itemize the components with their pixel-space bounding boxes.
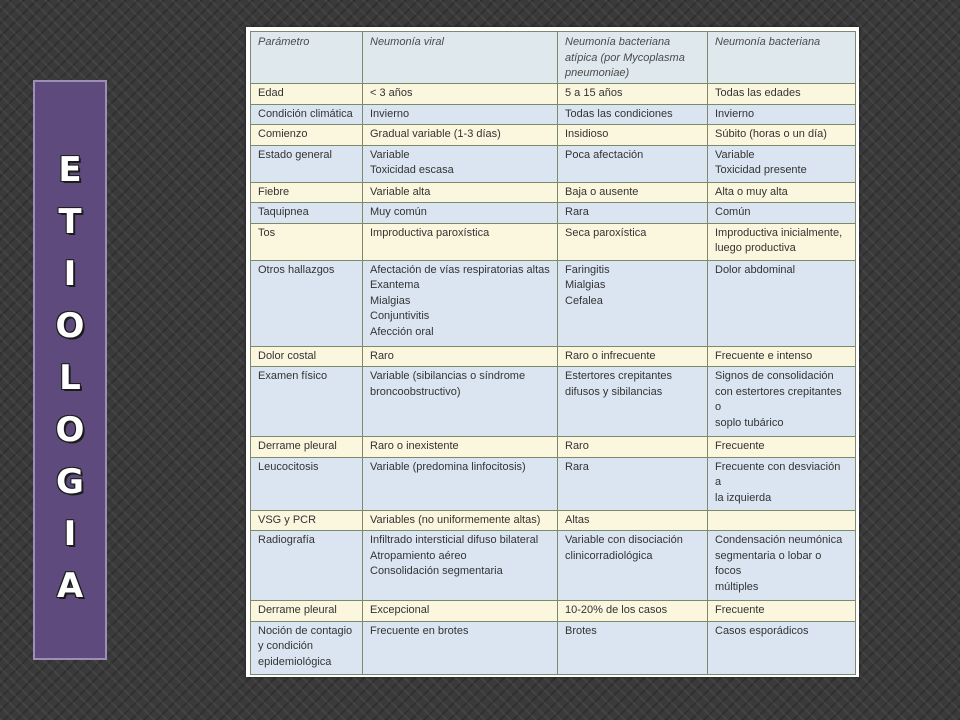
table-row: [251, 510, 856, 531]
cell-parametro: Estado general: [251, 145, 363, 182]
cell-parametro: Noción de contagio y condición epidemiológica: [251, 621, 363, 674]
cell-parametro: Derrame pleural: [251, 436, 363, 457]
cell-parametro: VSG y PCR: [251, 510, 363, 531]
cell-parametro: Comienzo: [251, 125, 363, 146]
cell-atipica: Variable con disociación clinicorradiológica: [558, 531, 708, 601]
cell-bacteriana: Frecuente e intenso: [708, 346, 856, 367]
cell-parametro: Condición climática: [251, 104, 363, 125]
cell-atipica: Insidioso: [558, 125, 708, 146]
title-letter: G: [56, 462, 84, 502]
cell-parametro: Otros hallazgos: [251, 260, 363, 346]
cell-parametro: Derrame pleural: [251, 601, 363, 622]
cell-atipica: Raro o infrecuente: [558, 346, 708, 367]
cell-viral: Excepcional: [363, 601, 558, 622]
table-row: [251, 436, 856, 457]
cell-bacteriana: Súbito (horas o un día): [708, 125, 856, 146]
cell-bacteriana: Invierno: [708, 104, 856, 125]
table-row: [251, 457, 856, 510]
comparison-table-image: [246, 27, 859, 677]
cell-bacteriana: Condensación neumónica segmentaria o lobar o focos múltiples: [708, 531, 856, 601]
table-row: [251, 125, 856, 146]
cell-bacteriana: Todas las edades: [708, 84, 856, 105]
cell-bacteriana: Alta o muy alta: [708, 182, 856, 203]
cell-viral: Invierno: [363, 104, 558, 125]
header-neumonia-bacteriana: Neumonía bacteriana: [708, 32, 856, 84]
cell-parametro: Dolor costal: [251, 346, 363, 367]
cell-bacteriana: Improductiva inicialmente, luego productiva: [708, 223, 856, 260]
cell-bacteriana: Signos de consolidación con estertores crepitantes o soplo tubárico: [708, 367, 856, 437]
cell-viral: Infiltrado intersticial difuso bilateral Atropamiento aéreo Consolidación segmentaria: [363, 531, 558, 601]
cell-parametro: Leucocitosis: [251, 457, 363, 510]
table-row: [251, 223, 856, 260]
table-row: [251, 203, 856, 224]
cell-parametro: Fiebre: [251, 182, 363, 203]
table-row: [251, 601, 856, 622]
cell-bacteriana: Frecuente con desviación a la izquierda: [708, 457, 856, 510]
cell-viral: Variable (sibilancias o síndrome broncoobstructivo): [363, 367, 558, 437]
cell-parametro: Tos: [251, 223, 363, 260]
cell-bacteriana: Frecuente: [708, 601, 856, 622]
cell-viral: Variables (no uniformemente altas): [363, 510, 558, 531]
cell-bacteriana: [708, 510, 856, 531]
cell-atipica: Rara: [558, 203, 708, 224]
cell-viral: Raro: [363, 346, 558, 367]
table-row: [251, 621, 856, 674]
cell-viral: Variable alta: [363, 182, 558, 203]
table-row: [251, 346, 856, 367]
cell-viral: Muy común: [363, 203, 558, 224]
cell-viral: < 3 años: [363, 84, 558, 105]
cell-atipica: Faringitis Mialgias Cefalea: [558, 260, 708, 346]
cell-viral: Gradual variable (1-3 días): [363, 125, 558, 146]
cell-viral: Variable Toxicidad escasa: [363, 145, 558, 182]
cell-parametro: Taquipnea: [251, 203, 363, 224]
header-neumonia-atipica: Neumonía bacteriana atípica (por Mycoplasma pneumoniae): [558, 32, 708, 84]
cell-parametro: Edad: [251, 84, 363, 105]
cell-atipica: Raro: [558, 436, 708, 457]
title-letter: O: [55, 306, 85, 346]
cell-atipica: Rara: [558, 457, 708, 510]
cell-atipica: Altas: [558, 510, 708, 531]
cell-parametro: Examen físico: [251, 367, 363, 437]
cell-atipica: 10-20% de los casos: [558, 601, 708, 622]
cell-atipica: Todas las condiciones: [558, 104, 708, 125]
title-letter: L: [59, 358, 81, 398]
table-row: [251, 531, 856, 601]
title-letter: I: [63, 254, 77, 294]
title-letter: A: [56, 566, 84, 606]
cell-viral: Afectación de vías respiratorias altas Exantema Mialgias Conjuntivitis Afección oral: [363, 260, 558, 346]
cell-atipica: Brotes: [558, 621, 708, 674]
title-letter: T: [58, 202, 82, 242]
title-letter: I: [63, 514, 77, 554]
cell-atipica: Seca paroxística: [558, 223, 708, 260]
header-parametro: Parámetro: [251, 32, 363, 84]
cell-atipica: 5 a 15 años: [558, 84, 708, 105]
title-letter: E: [58, 150, 82, 190]
header-neumonia-viral: Neumonía viral: [363, 32, 558, 84]
table-row: [251, 182, 856, 203]
cell-viral: Raro o inexistente: [363, 436, 558, 457]
title-letter: O: [55, 410, 85, 450]
cell-bacteriana: Variable Toxicidad presente: [708, 145, 856, 182]
cell-bacteriana: Común: [708, 203, 856, 224]
cell-viral: Variable (predomina linfocitosis): [363, 457, 558, 510]
table-row: [251, 84, 856, 105]
cell-bacteriana: Frecuente: [708, 436, 856, 457]
cell-atipica: Poca afectación: [558, 145, 708, 182]
table-row: [251, 367, 856, 437]
table-header-row: [251, 32, 856, 84]
cell-viral: Frecuente en brotes: [363, 621, 558, 674]
cell-atipica: Baja o ausente: [558, 182, 708, 203]
etiologia-title-panel: [33, 80, 107, 660]
table-row: [251, 145, 856, 182]
cell-parametro: Radiografía: [251, 531, 363, 601]
table-row: [251, 104, 856, 125]
pneumonia-comparison-table: [250, 31, 856, 675]
cell-viral: Improductiva paroxística: [363, 223, 558, 260]
cell-bacteriana: Dolor abdominal: [708, 260, 856, 346]
cell-bacteriana: Casos esporádicos: [708, 621, 856, 674]
table-row: [251, 260, 856, 346]
cell-atipica: Estertores crepitantes difusos y sibilancias: [558, 367, 708, 437]
